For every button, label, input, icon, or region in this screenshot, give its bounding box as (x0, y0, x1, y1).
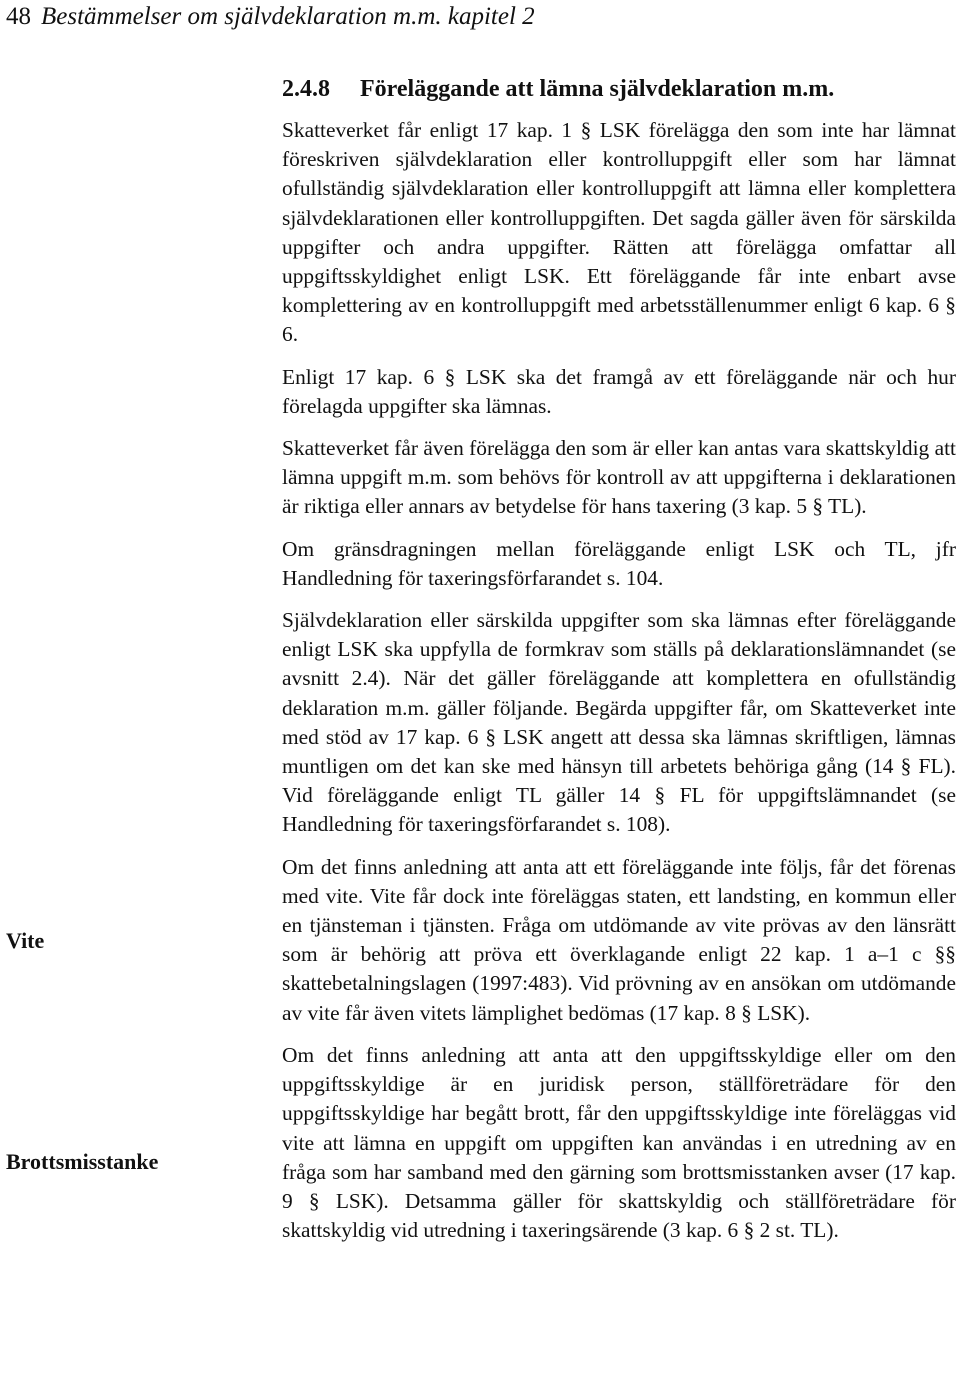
page-number: 48 (6, 3, 31, 30)
paragraph-brottsmisstanke: Om det finns anledning att anta att den uppgiftsskyldige eller om den uppgiftsskyldige är en juridisk person, ställföreträdare för den uppgiftsskyldige har begått brott, får den uppgiftsskyldige inte föreläggas vid vite att lämna en uppgift om uppgiften kan användas i en utredning av en fråga som har samband med den gärning som brottsmisstanken avser (17 kap. 9 § LSK). Detsamma gäller för skattskyldig och ställföreträdare för skattskyldig vid utredning i taxeringsärende (3 kap. 6 § 2 st. TL). (282, 1042, 956, 1243)
running-title: Bestämmelser om självdeklaration m.m. kapitel 2 (41, 3, 535, 30)
paragraph-formkrav: Självdeklaration eller särskilda uppgifter som ska lämnas efter föreläggande enligt LSK ska uppfylla de formkrav som ställs på deklarationslämnandet (se avsnitt 2.4). När det gäller föreläggande att komplettera en ofullständig deklaration m.m. gäller följande. Begärda uppgifter får, om Skatteverket inte med stöd av 17 kap. 6 § LSK angett att dessa ska lämnas skriftligen, lämnas muntligen om det kan ske med hänsyn till arbetets behöriga gång (14 § FL). Vid föreläggande enligt TL gäller 14 § FL för uppgiftslämnandet (se Handledning för taxeringsförfarandet s. 108). (282, 608, 956, 837)
paragraph-framga-av-foreläggande: Enligt 17 kap. 6 § LSK ska det framgå av ett föreläggande när och hur förelagda uppgifter ska lämnas. (282, 364, 956, 418)
running-header (6, 2, 535, 32)
paragraph-foreläggande-lsk: Skatteverket får enligt 17 kap. 1 § LSK förelägga den som inte har lämnat föreskriven självdeklaration eller kontrolluppgift eller som har lämnat ofullständig självdeklaration eller kontrolluppgift att lämna eller komplettera självdeklarationen eller kontrolluppgiften. Det sagda gäller även för särskilda uppgifter och andra uppgifter. Rätten att förelägga omfattar all uppgiftsskyldighet enligt LSK. Ett föreläggande får inte enbart avse komplettering av en kontrolluppgift med arbetsställenummer enligt 6 kap. 6 § 6. (282, 118, 956, 347)
margin-heading-vite: Vite (6, 928, 45, 953)
paragraph-vite: Om det finns anledning att anta att ett föreläggande inte följs, får det förenas med vite. Vite får dock inte föreläggas staten, ett landsting, en kommun eller en tjänsteman i tjänsten. Fråga om utdömande av vite prövas av den länsrätt som är behörig att pröva ett överklagande enligt 22 kap. 1 a–1 c §§ skattebetalningslagen (1997:483). Vid prövning av en ansökan om utdömande av vite får även vitets lämplighet bedömas (17 kap. 8 § LSK). (282, 854, 956, 1025)
section-title: Föreläggande att lämna självdeklaration m.m. (360, 76, 835, 102)
margin-heading-brottsmisstanke: Brottsmisstanke (6, 1149, 159, 1174)
paragraph-foreläggande-tl: Skatteverket får även förelägga den som är eller kan antas vara skattskyldig att lämna uppgift m.m. som behövs för kontroll av att uppgifterna i deklarationen är riktiga eller annars av betydelse för hans taxering (3 kap. 5 § TL). (282, 436, 956, 519)
section-number: 2.4.8 (282, 76, 330, 102)
body-text (282, 116, 956, 1245)
paragraph-gransdragning: Om gränsdragningen mellan föreläggande enligt LSK och TL, jfr Handledning för taxeringsförfarandet s. 104. (282, 536, 956, 590)
section-heading (282, 74, 834, 104)
